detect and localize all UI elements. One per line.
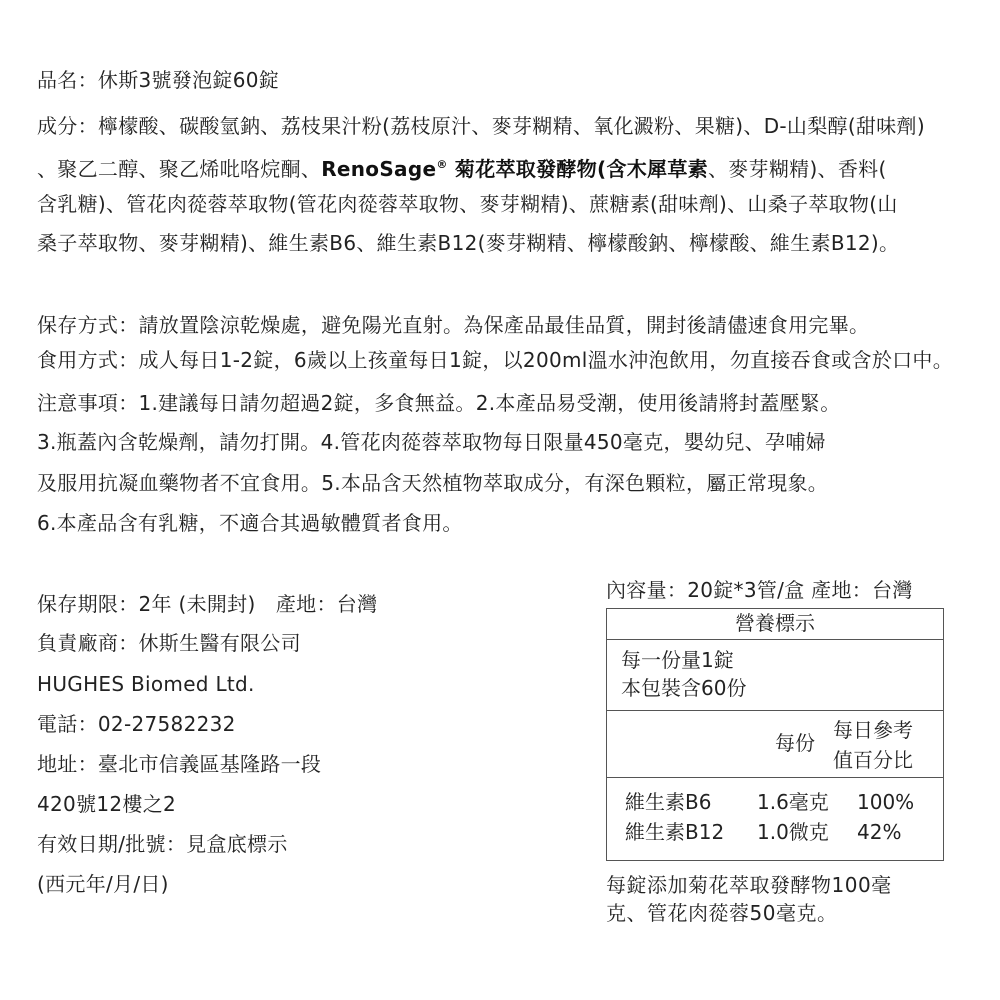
nutrient-amount: 1.6毫克 <box>757 790 829 814</box>
notes-line-1: 注意事項：1.建議每日請勿超過2錠，多食無益。2.本產品易受潮，使用後請將封蓋壓緊。 <box>37 391 841 415</box>
storage-method: 保存方式：請放置陰涼乾燥處，避免陽光直射。為保產品最佳品質，開封後請儘速食用完畢。 <box>37 313 870 337</box>
nutrition-table <box>606 608 944 861</box>
manufacturer-english: HUGHES Biomed Ltd. <box>37 672 255 696</box>
usage-method: 食用方式：成人每日1-2錠，6歲以上孩童每日1錠，以200ml溫水沖泡飲用，勿直接吞食或含於口中。 <box>37 348 954 372</box>
registered-mark: ® <box>436 158 448 171</box>
ingredients-line-3: 含乳糖)、管花肉蓯蓉萃取物(管花肉蓯蓉萃取物、麥芽糊精)、蔗糖素(甜味劑)、山桑子萃取物(山 <box>37 192 898 216</box>
additive-note-line-2: 克、管花肉蓯蓉50毫克。 <box>606 901 838 925</box>
product-name: 品名：休斯3號發泡錠60錠 <box>37 68 280 92</box>
serving-size: 每一份量1錠 <box>621 648 734 672</box>
table-row <box>625 788 943 818</box>
additive-note-line-1: 每錠添加菊花萃取發酵物100毫 <box>606 873 892 897</box>
daily-value-header-line-2: 值百分比 <box>833 748 913 772</box>
ingredients-line-4: 桑子萃取物、麥芽糊精)、維生素B6、維生素B12(麥芽糊精、檸檬酸鈉、檸檬酸、維生素B12)。 <box>37 231 900 255</box>
address-line-2: 420號12樓之2 <box>37 792 177 816</box>
nutrient-percent: 42% <box>857 820 902 844</box>
per-serving-header: 每份 <box>775 731 815 755</box>
nutrient-name: 維生素B6 <box>625 790 712 814</box>
manufacturer: 負責廠商：休斯生醫有限公司 <box>37 631 301 655</box>
ingredients-line-2-pre: 、聚乙二醇、聚乙烯吡咯烷酮、 <box>37 157 322 181</box>
nutrition-section <box>606 576 946 927</box>
servings-per-package: 本包裝含60份 <box>621 676 747 700</box>
ingredients-line-2-post: 、麥芽糊精)、香料( <box>707 157 887 181</box>
nutrition-serving-info <box>607 640 943 711</box>
nutrient-amount: 1.0微克 <box>757 820 829 844</box>
brand-name: RenoSage <box>321 157 437 181</box>
net-content: 內容量：20錠*3管/盒 產地：台灣 <box>606 578 913 602</box>
phone: 電話：02-27582232 <box>37 712 236 736</box>
ingredients-line-2 <box>37 151 887 183</box>
ingredients-line-1: 成分：檸檬酸、碳酸氫鈉、荔枝果汁粉(荔枝原汁、麥芽糊精、氧化澱粉、果糖)、D-山梨醇(甜味劑) <box>37 114 925 138</box>
ingredients-line-2-bold: 菊花萃取發酵物(含木犀草素 <box>447 157 708 181</box>
nutrient-percent: 100% <box>857 790 915 814</box>
nutrition-rows <box>607 778 943 860</box>
table-row <box>625 818 943 848</box>
expiry-format: (西元年/月/日) <box>37 872 169 896</box>
additive-note <box>606 871 946 927</box>
expiry-batch: 有效日期/批號：見盒底標示 <box>37 832 288 856</box>
notes-line-2: 3.瓶蓋內含乾燥劑，請勿打開。4.管花肉蓯蓉萃取物每日限量450毫克，嬰幼兒、孕哺婦 <box>37 430 826 454</box>
daily-value-header-line-1: 每日參考 <box>833 718 913 742</box>
notes-line-3: 及服用抗凝血藥物者不宜食用。5.本品含天然植物萃取成分，有深色顆粒，屬正常現象。 <box>37 471 829 495</box>
daily-value-header <box>833 715 913 775</box>
nutrition-title: 營養標示 <box>607 609 943 640</box>
shelf-life: 保存期限：2年 (未開封) 產地：台灣 <box>37 592 378 616</box>
notes-line-4: 6.本產品含有乳糖，不適合其過敏體質者食用。 <box>37 511 463 535</box>
nutrition-header <box>607 711 943 778</box>
nutrient-name: 維生素B12 <box>625 820 725 844</box>
address-line-1: 地址：臺北市信義區基隆路一段 <box>37 752 322 776</box>
